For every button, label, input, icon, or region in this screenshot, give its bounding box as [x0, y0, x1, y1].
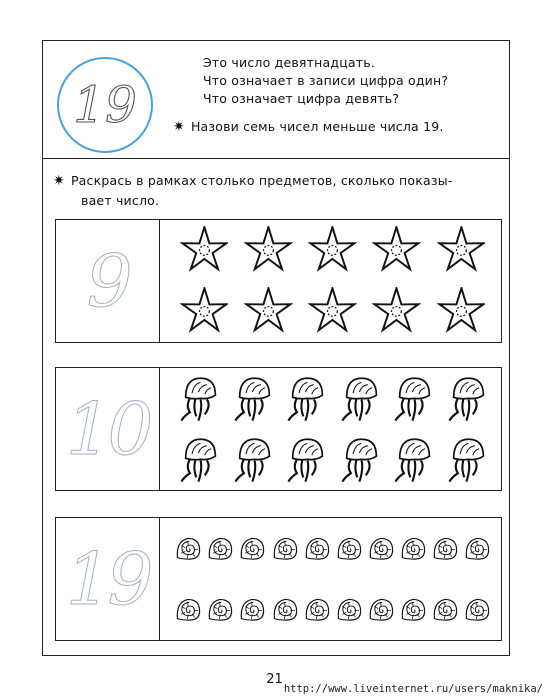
source-url: http://www.liveinternet.ru/users/maknika/ — [283, 683, 543, 695]
jellyfish-icon — [335, 374, 384, 427]
snail-shell-icon — [173, 534, 203, 568]
snail-shell-icon — [270, 534, 300, 568]
coloring-task-line-1: Раскрась в рамках столько предметов, сколько показы- — [70, 173, 453, 188]
section-divider — [43, 158, 509, 159]
jellyfish-icon — [281, 435, 330, 488]
snail-shell-icon — [302, 534, 332, 568]
snail-shell-icon — [430, 595, 460, 629]
starfish-icon — [437, 287, 486, 340]
digit-cell — [56, 220, 160, 342]
starfish-icon — [180, 226, 229, 279]
snail-shell-icon — [302, 595, 332, 629]
asterisk-star-icon: ✷ — [173, 119, 185, 135]
starfish-icon — [180, 287, 229, 340]
shell-grid — [172, 518, 493, 640]
snail-shell-icon — [205, 534, 235, 568]
asterisk-star-icon: ✷ — [53, 173, 65, 189]
box-shells — [55, 517, 502, 641]
snail-shell-icon — [334, 534, 364, 568]
starfish-icon — [437, 226, 486, 279]
starfish-icon — [372, 226, 421, 279]
snail-shell-icon — [334, 595, 364, 629]
jellyfish-icon — [442, 374, 491, 427]
starfish-grid — [172, 220, 493, 342]
snail-shell-icon — [237, 595, 267, 629]
naming-task — [173, 119, 444, 135]
jellyfish-icon — [388, 435, 437, 488]
jellyfish-icon — [174, 435, 223, 488]
starfish-icon — [308, 226, 357, 279]
starfish-icon — [372, 287, 421, 340]
snail-shell-icon — [366, 534, 396, 568]
snail-shell-icon — [237, 534, 267, 568]
box-starfish — [55, 219, 502, 343]
trace-digit: 9 — [86, 239, 129, 323]
snail-shell-icon — [430, 534, 460, 568]
digit-cell — [56, 368, 160, 490]
digit-cell — [56, 518, 160, 640]
trace-digit: 10 — [65, 387, 150, 471]
jellyfish-icon — [228, 374, 277, 427]
jellyfish-icon — [228, 435, 277, 488]
coloring-task — [53, 171, 501, 210]
intro-line-2: Что означает в записи цифра один? — [203, 73, 449, 88]
jellyfish-icon — [335, 435, 384, 488]
snail-shell-icon — [462, 595, 492, 629]
trace-digit: 19 — [65, 537, 150, 621]
snail-shell-icon — [398, 534, 428, 568]
starfish-icon — [244, 287, 293, 340]
snail-shell-icon — [205, 595, 235, 629]
box-jellyfish — [55, 367, 502, 491]
jellyfish-icon — [174, 374, 223, 427]
jellyfish-icon — [442, 435, 491, 488]
snail-shell-icon — [366, 595, 396, 629]
naming-task-text: Назови семь чисел меньше числа 19. — [190, 119, 444, 134]
starfish-icon — [308, 287, 357, 340]
number-circle — [57, 57, 157, 157]
page-number: 21 — [266, 672, 283, 687]
circle-number: 19 — [73, 76, 137, 134]
intro-line-3: Что означает цифра девять? — [203, 91, 400, 106]
intro-line-1: Это число девятнадцать. — [203, 55, 375, 70]
coloring-task-line-2: вает число. — [81, 193, 160, 208]
worksheet-frame — [42, 40, 510, 656]
snail-shell-icon — [270, 595, 300, 629]
snail-shell-icon — [398, 595, 428, 629]
snail-shell-icon — [173, 595, 203, 629]
jellyfish-grid — [172, 368, 493, 490]
jellyfish-icon — [281, 374, 330, 427]
starfish-icon — [244, 226, 293, 279]
snail-shell-icon — [462, 534, 492, 568]
jellyfish-icon — [388, 374, 437, 427]
